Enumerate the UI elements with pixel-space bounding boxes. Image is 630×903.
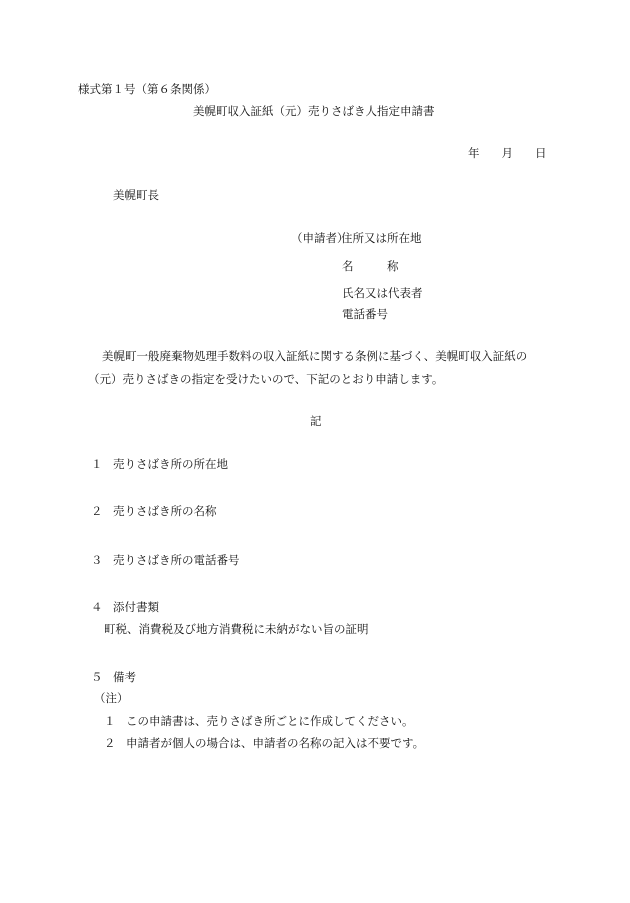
- representative-label: 氏名又は代表者: [342, 286, 423, 300]
- item-number: ５: [91, 670, 103, 684]
- item-label: 売りさばき所の名称: [113, 504, 217, 518]
- note-item: [104, 714, 414, 729]
- item-label: 売りさばき所の所在地: [113, 457, 228, 471]
- item-number: ３: [91, 553, 103, 567]
- notes-header: （注）: [94, 691, 129, 705]
- applicant-address-row: [291, 231, 422, 246]
- note-item: [104, 736, 424, 751]
- document-title: 美幌町収入証紙（元）売りさばき人指定申請書: [193, 104, 435, 118]
- phone-label: 電話番号: [342, 307, 388, 321]
- date-month-label: 月: [501, 146, 513, 160]
- address-label: 住所又は所在地: [341, 231, 422, 245]
- body-text-line-1: 美幌町一般廃棄物処理手数料の収入証紙に関する条例に基づく、美幌町収入証紙の: [102, 349, 528, 363]
- list-item: [91, 670, 136, 685]
- addressee: 美幌町長: [113, 188, 159, 202]
- item-label: 添付書類: [113, 600, 159, 614]
- form-number-label: 様式第１号（第６条関係）: [78, 82, 216, 96]
- applicant-label: （申請者）: [291, 231, 349, 245]
- name-label: 名 称: [342, 259, 410, 273]
- date-line: [446, 146, 547, 161]
- list-item: [91, 504, 217, 519]
- note-number: １: [104, 714, 116, 728]
- ki-heading: 記: [310, 414, 322, 428]
- note-number: ２: [104, 736, 116, 750]
- list-item: [91, 600, 159, 615]
- date-year-label: 年: [468, 146, 480, 160]
- item-number: １: [91, 457, 103, 471]
- note-text: 申請者が個人の場合は、申請者の名称の記入は不要です。: [126, 736, 425, 750]
- item-number: ４: [91, 600, 103, 614]
- list-item: [91, 457, 228, 472]
- item-label: 売りさばき所の電話番号: [113, 553, 240, 567]
- item-label: 備考: [113, 670, 136, 684]
- list-item: [91, 553, 240, 568]
- item-number: ２: [91, 504, 103, 518]
- date-day-label: 日: [535, 146, 547, 160]
- attachment-note: 町税、消費税及び地方消費税に未納がない旨の証明: [104, 622, 369, 636]
- note-text: この申請書は、売りさばき所ごとに作成してください。: [126, 714, 414, 728]
- body-text-line-2: （元）売りさばきの指定を受けたいので、下記のとおり申請します。: [88, 372, 444, 386]
